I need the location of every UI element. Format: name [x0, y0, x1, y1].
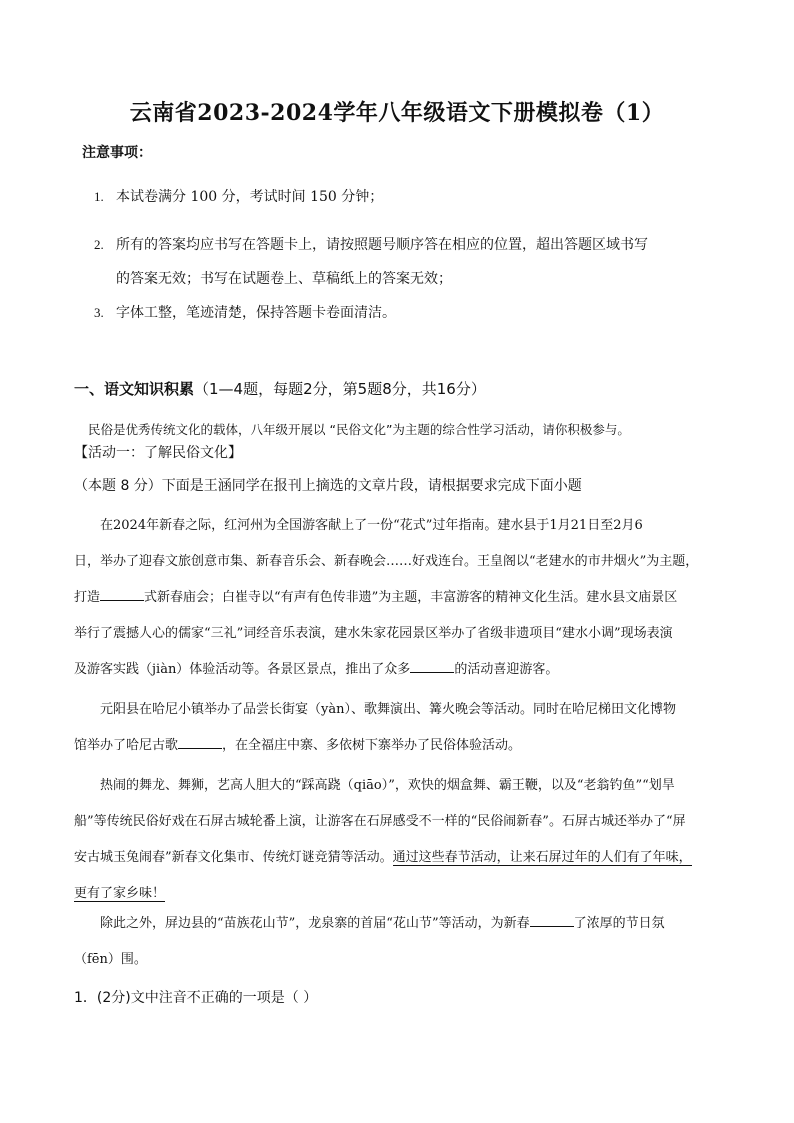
notice-item-2 [94, 234, 648, 254]
fill-blank [100, 588, 144, 601]
passage-text: 了浓厚的节日氛 [573, 916, 665, 931]
notice-item-3 [94, 302, 396, 322]
passage-line: 元阳县在哈尼小镇举办了品尝长街宴（yàn）、歌舞演出、篝火晚会等活动。同时在哈尼梯田文化博物 [100, 702, 676, 717]
passage-text: 安古城玉兔闹春”新春文化集市、传统灯谜竞猜等活动。 [74, 850, 393, 865]
passage-line: 船”等传统民俗好戏在石屏古城轮番上演，让游客在石屏感受不一样的“民俗闹新春”。石屏古城还举办了“屏 [74, 814, 686, 829]
notice-heading: 注意事项： [82, 145, 152, 161]
passage-line [74, 658, 558, 677]
notice-item-text: 字体工整，笔迹清楚，保持答题卡卷面清洁。 [116, 305, 396, 321]
notice-item-text: 本试卷满分 100 分，考试时间 150 分钟； [116, 189, 384, 205]
passage-line: 热闹的舞龙、舞狮，艺高人胆大的“踩高跷（qiāo）”，欢快的烟盒舞、霸王鞭，以及“老翁钓鱼”“划旱 [100, 778, 675, 793]
passage-line [100, 912, 665, 931]
activity-heading: 【活动一：了解民俗文化】 [74, 445, 242, 461]
passage-line: 举行了震撼人心的儒家“三礼”词经音乐表演，建水朱家花园景区举办了省级非遗项目“建水小调”现场表演 [74, 626, 673, 641]
passage-line: 在2024年新春之际，红河州为全国游客献上了一份“花式”过年指南。建水县于1月21日至2月6 [100, 518, 643, 533]
passage-text: 的活动喜迎游客。 [454, 662, 559, 677]
passage-text: 除此之外，屏边县的“苗族花山节”，龙泉寨的首届“花山节”等活动，为新春 [100, 916, 530, 931]
passage-line [74, 846, 692, 865]
section-title: 一、语文知识积累 [74, 380, 195, 398]
underlined-sentence: 更有了家乡味！ [74, 886, 166, 901]
notice-item-number: 3. [94, 305, 104, 320]
section-score-note: （1—4题，每题2分，第5题8分，共16分） [194, 380, 486, 398]
passage-text: 式新春庙会；白崔寺以“有声有色传非遗”为主题，丰富游客的精神文化生活。建水县文庙景区 [144, 590, 678, 605]
question-1: 1．(2分)文中注音不正确的一项是（ ） [74, 990, 318, 1006]
notice-item-1 [94, 186, 383, 206]
section-heading [74, 378, 486, 399]
task-instruction: （本题 8 分）下面是王涵同学在报刊上摘选的文章片段，请根据要求完成下面小题 [74, 478, 582, 494]
intro-text: 民俗是优秀传统文化的载体，八年级开展以 “民俗文化”为主题的综合性学习活动，请你积极参与。 [88, 422, 630, 437]
notice-item-number: 2. [94, 237, 104, 252]
fill-blank [530, 914, 574, 927]
underlined-sentence: 通过这些春节活动，让来石屏过年的人们有了年味， [392, 850, 692, 865]
passage-line: （fēn）围。 [74, 952, 147, 967]
fill-blank [178, 736, 222, 749]
passage-text: ，在全福庄中寨、多依树下寨举办了民俗体验活动。 [222, 738, 522, 753]
passage-line: 日，举办了迎春文旅创意市集、新春音乐会、新春晚会……好戏连台。王皇阁以“老建水的市井烟火”为主题， [74, 554, 699, 569]
passage-line [74, 882, 165, 901]
passage-line [74, 734, 521, 753]
passage-line [74, 586, 677, 605]
passage-text: 馆举办了哈尼古歌 [74, 738, 179, 753]
page-title: 云南省2023-2024学年八年级语文下册模拟卷（1） [129, 100, 665, 126]
notice-item-text: 所有的答案均应书写在答题卡上，请按照题号顺序答在相应的位置，超出答题区域书写 [116, 237, 648, 253]
passage-text: 打造 [74, 590, 101, 605]
notice-item-number: 1. [94, 189, 104, 204]
passage-text: 及游客实践（jiàn）体验活动等。各景区景点，推出了众多 [74, 662, 411, 677]
notice-item-2-continued: 的答案无效；书写在试题卷上、草稿纸上的答案无效； [116, 271, 452, 287]
fill-blank [410, 660, 454, 673]
